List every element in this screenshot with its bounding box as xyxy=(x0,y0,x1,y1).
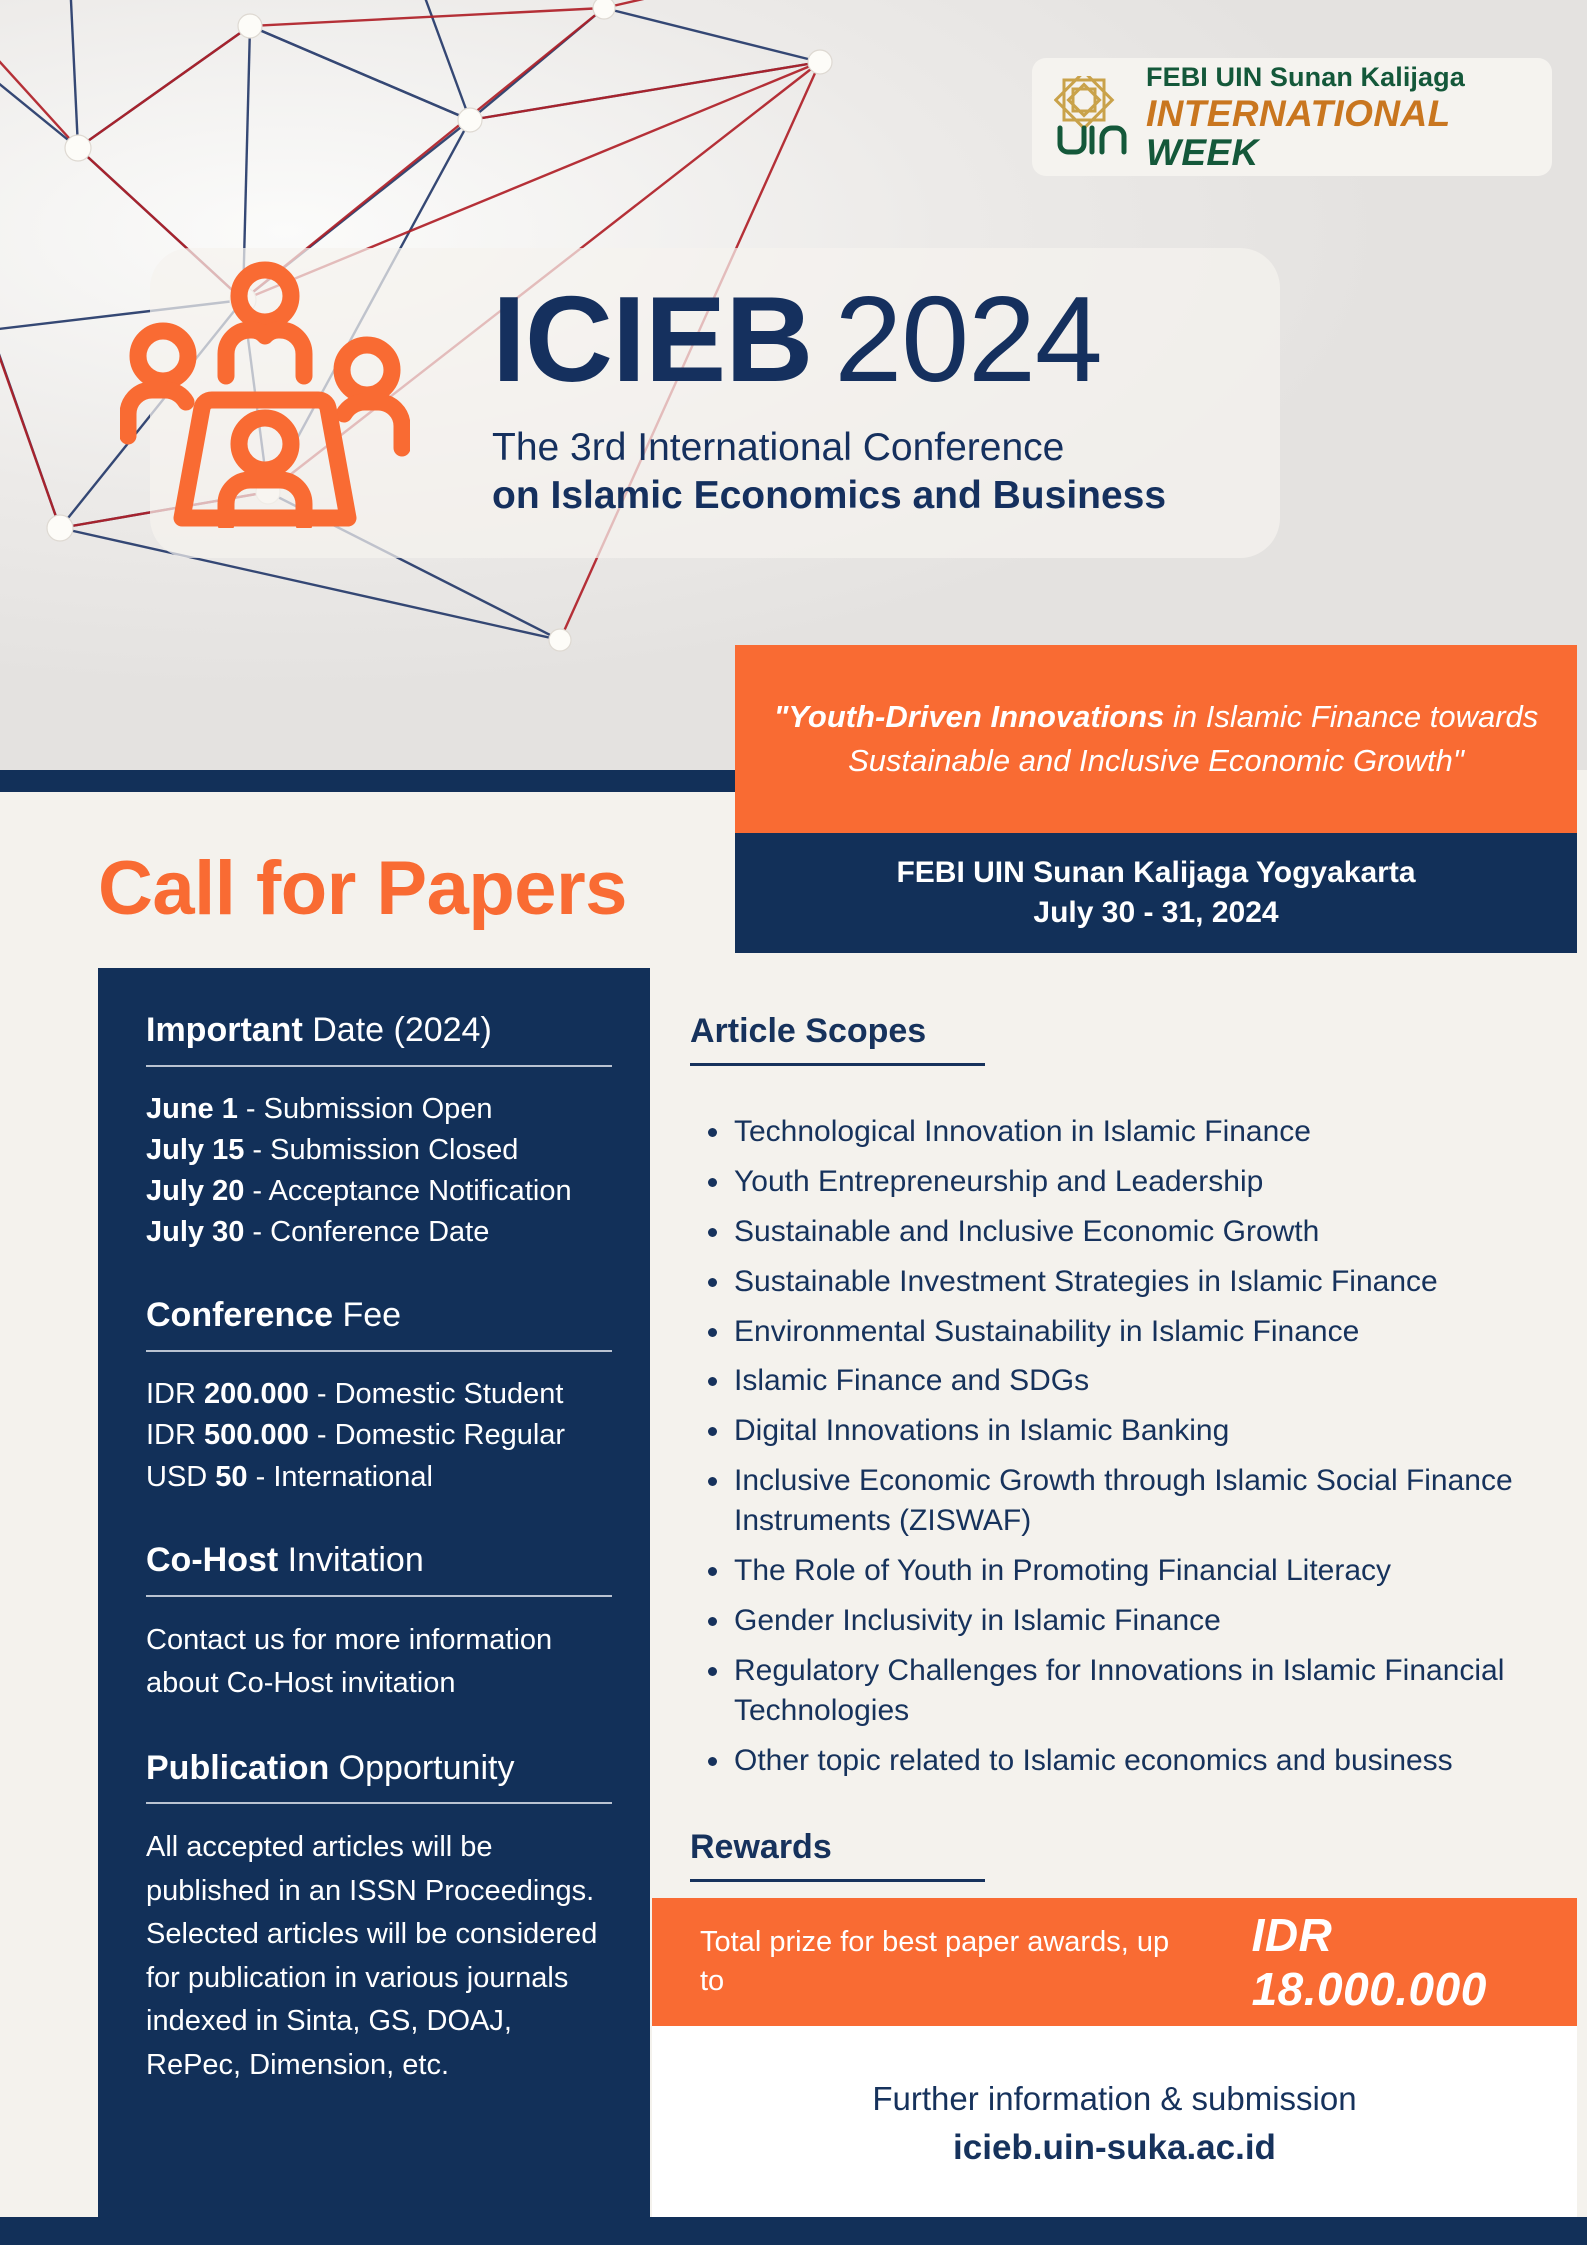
date-separator: - xyxy=(237,1092,264,1125)
scope-item: Inclusive Economic Growth through Islamic Social Finance Instruments (ZISWAF) xyxy=(700,1461,1520,1541)
important-date-row xyxy=(146,1089,612,1130)
publication-body-text: All accepted articles will be published in an ISSN Proceedings. Selected articles will be considered for publication in various journals indexed in Sinta, GS, DOAJ, RePec, Dimension, etc. xyxy=(146,1831,598,2081)
date-label: Acceptance Notification xyxy=(268,1175,572,1208)
publication-heading-rest: Opportunity xyxy=(329,1748,515,1787)
icieb-conference-people-icon xyxy=(120,258,410,528)
scope-item: Youth Entrepreneurship and Leadership xyxy=(700,1162,1520,1202)
cohost-heading-rest: Invitation xyxy=(278,1540,424,1579)
article-scopes-list xyxy=(700,1112,1520,1790)
cohost-heading xyxy=(146,1540,612,1597)
date-value: June 1 xyxy=(146,1092,238,1125)
fee-label: - International xyxy=(247,1460,433,1493)
badge-week-word: WEEK xyxy=(1146,131,1259,173)
international-week-badge xyxy=(1032,58,1552,176)
scope-item: Environmental Sustainability in Islamic Finance xyxy=(700,1312,1520,1352)
venue-date-banner xyxy=(735,833,1577,953)
fee-currency: IDR xyxy=(146,1419,204,1452)
scope-item: The Role of Youth in Promoting Financial Literacy xyxy=(700,1551,1520,1591)
fee-currency: USD xyxy=(146,1460,216,1493)
footer-info-label: Further information & submission xyxy=(872,2080,1357,2117)
rewards-prize-banner xyxy=(652,1898,1577,2026)
fee-label: - Domestic Regular xyxy=(308,1419,566,1452)
publication-opportunity-section xyxy=(146,1748,612,2088)
page-title xyxy=(492,271,1292,407)
important-date-heading xyxy=(146,1010,612,1067)
cohost-heading-bold: Co-Host xyxy=(146,1540,279,1579)
date-separator: - xyxy=(244,1175,269,1208)
rewards-label: Total prize for best paper awards, up to xyxy=(700,1925,1170,1997)
fee-currency: IDR xyxy=(146,1378,204,1411)
fee-row xyxy=(146,1374,612,1415)
badge-event-name xyxy=(1146,92,1530,173)
fee-row xyxy=(146,1457,612,1498)
rewards-amount: IDR 18.000.000 xyxy=(1251,1909,1487,2015)
publication-heading xyxy=(146,1748,612,1805)
important-date-row xyxy=(146,1212,612,1253)
scope-item: Technological Innovation in Islamic Finance xyxy=(700,1112,1520,1152)
scope-item: Regulatory Challenges for Innovations in Islamic Financial Technologies xyxy=(700,1651,1520,1731)
date-value: July 20 xyxy=(146,1175,245,1208)
venue-dates: July 30 - 31, 2024 xyxy=(1033,896,1279,929)
date-label: Submission Closed xyxy=(270,1133,519,1166)
date-separator: - xyxy=(244,1216,271,1249)
fee-amount: 50 xyxy=(215,1460,248,1493)
important-date-row xyxy=(146,1171,612,1212)
fee-label: - Domestic Student xyxy=(308,1378,564,1411)
important-date-row xyxy=(146,1130,612,1171)
date-label: Submission Open xyxy=(263,1092,493,1125)
conference-fee-heading-rest: Fee xyxy=(333,1296,402,1335)
call-for-papers-heading: Call for Papers xyxy=(98,846,627,931)
date-value: July 15 xyxy=(146,1133,245,1166)
conference-fee-heading xyxy=(146,1295,612,1352)
scope-item: Gender Inclusivity in Islamic Finance xyxy=(700,1601,1520,1641)
article-scopes-heading: Article Scopes xyxy=(690,1012,985,1066)
title-acronym: ICIEB xyxy=(492,271,813,407)
theme-text xyxy=(761,695,1551,783)
badge-institution-name: FEBI UIN Sunan Kalijaga xyxy=(1146,61,1465,92)
date-label: Conference Date xyxy=(270,1216,490,1249)
scope-item: Islamic Finance and SDGs xyxy=(700,1361,1520,1401)
conference-fee-section xyxy=(146,1295,612,1497)
title-subtitle-line2: on Islamic Economics and Business xyxy=(492,474,1167,517)
details-sidebar-panel xyxy=(98,968,650,2217)
cohost-body-text: Contact us for more information about Co-Host invitation xyxy=(146,1623,553,1700)
scope-item: Other topic related to Islamic economics and business xyxy=(700,1741,1520,1781)
theme-rest-phrase: in Islamic Finance towards Sustainable and Inclusive Economic Growth" xyxy=(848,698,1539,778)
scope-item: Sustainable and Inclusive Economic Growth xyxy=(700,1212,1520,1252)
header-divider-bar xyxy=(0,770,736,792)
fee-amount: 200.000 xyxy=(204,1378,309,1411)
rewards-heading: Rewards xyxy=(690,1828,985,1882)
fee-row xyxy=(146,1415,612,1456)
important-date-heading-rest: Date (2024) xyxy=(302,1011,492,1049)
title-year: 2024 xyxy=(834,271,1102,407)
title-subtitle-line1: The 3rd International Conference xyxy=(492,426,1065,469)
important-date-section xyxy=(146,1010,612,1253)
footer-website-link[interactable]: icieb.uin-suka.ac.id xyxy=(953,2128,1276,2167)
badge-international-word: INTERNATIONAL xyxy=(1146,92,1450,134)
important-date-heading-bold: Important xyxy=(146,1011,303,1049)
footer-info xyxy=(652,2080,1577,2168)
uin-islamic-ornament-logo-icon xyxy=(1054,76,1128,158)
bottom-accent-bar xyxy=(0,2217,1587,2245)
publication-heading-bold: Publication xyxy=(146,1748,330,1787)
date-separator: - xyxy=(244,1133,271,1166)
scope-item: Digital Innovations in Islamic Banking xyxy=(700,1411,1520,1451)
date-value: July 30 xyxy=(146,1216,245,1249)
fee-amount: 500.000 xyxy=(204,1419,309,1452)
theme-bold-phrase: Youth-Driven Innovations xyxy=(788,698,1165,734)
conference-theme-banner xyxy=(735,645,1577,833)
conference-fee-heading-bold: Conference xyxy=(146,1296,334,1335)
theme-quote-open: " xyxy=(773,698,789,734)
cohost-invitation-section xyxy=(146,1540,612,1706)
venue-place: FEBI UIN Sunan Kalijaga Yogyakarta xyxy=(896,855,1416,889)
scope-item: Sustainable Investment Strategies in Islamic Finance xyxy=(700,1262,1520,1302)
conference-title-block xyxy=(492,271,1292,518)
